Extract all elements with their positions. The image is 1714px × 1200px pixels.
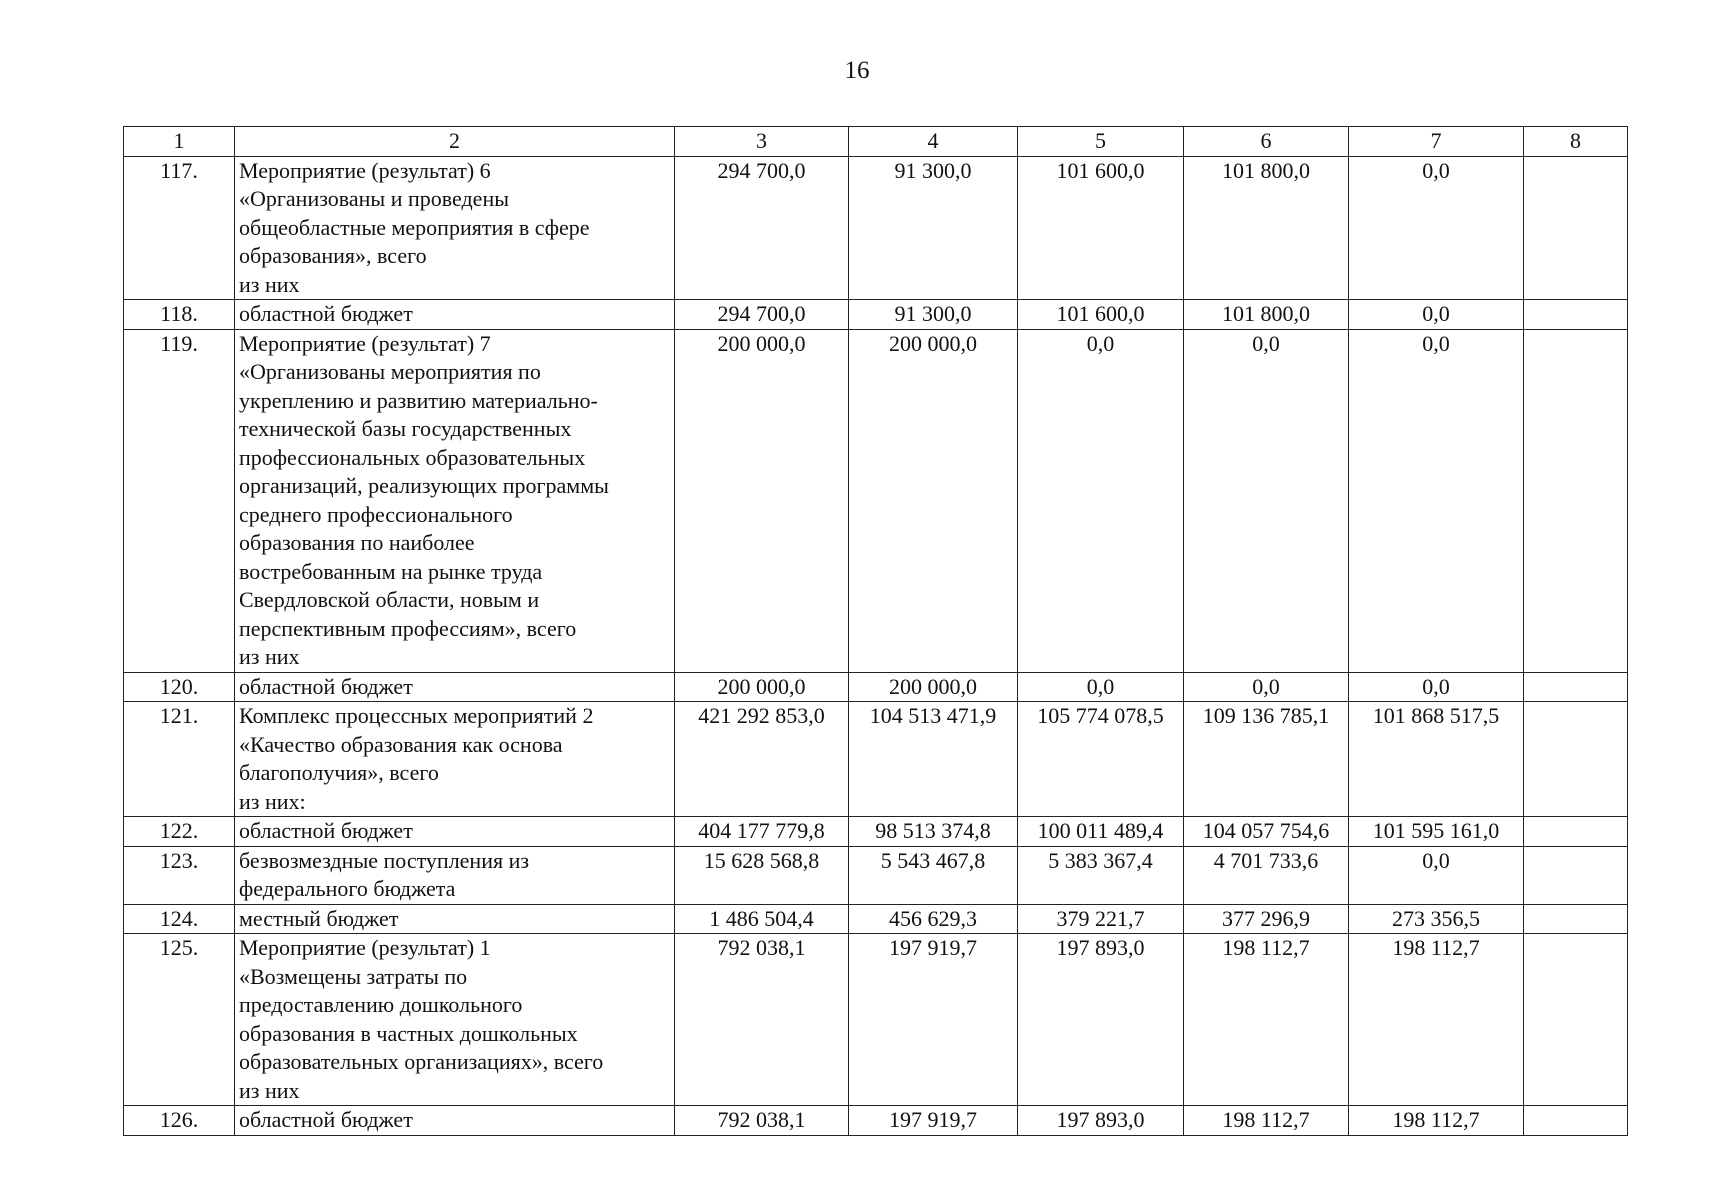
row-description bbox=[235, 934, 675, 1106]
description-line: Мероприятие (результат) 1 bbox=[239, 935, 491, 960]
value-col-5: 379 221,7 bbox=[1018, 904, 1184, 934]
description-line: предоставлению дошкольного bbox=[239, 992, 523, 1017]
row-number: 119. bbox=[124, 329, 235, 672]
row-description bbox=[235, 156, 675, 300]
value-col-6: 198 112,7 bbox=[1184, 1106, 1349, 1136]
value-col-8 bbox=[1524, 300, 1628, 330]
value-col-3: 294 700,0 bbox=[675, 156, 849, 300]
value-col-5: 197 893,0 bbox=[1018, 934, 1184, 1106]
value-col-4: 91 300,0 bbox=[849, 156, 1018, 300]
value-col-3: 792 038,1 bbox=[675, 1106, 849, 1136]
row-description bbox=[235, 1106, 675, 1136]
value-col-4: 104 513 471,9 bbox=[849, 702, 1018, 817]
table-row bbox=[124, 329, 1628, 672]
description-line: «Возмещены затраты по bbox=[239, 963, 468, 989]
description-line: из них bbox=[239, 271, 300, 297]
value-col-6: 0,0 bbox=[1184, 672, 1349, 702]
description-line: благополучия», всего bbox=[239, 760, 439, 785]
value-col-6: 109 136 785,1 bbox=[1184, 702, 1349, 817]
value-col-8 bbox=[1524, 904, 1628, 934]
description-line: перспективным профессиям», всего bbox=[239, 615, 577, 641]
column-header: 4 bbox=[849, 127, 1018, 157]
row-description bbox=[235, 846, 675, 904]
value-col-3: 1 486 504,4 bbox=[675, 904, 849, 934]
description-line: востребованным на рынке труда bbox=[239, 558, 543, 584]
description-line: среднего профессионального bbox=[239, 501, 513, 527]
value-col-8 bbox=[1524, 672, 1628, 702]
value-col-7: 0,0 bbox=[1349, 156, 1524, 300]
column-header: 7 bbox=[1349, 127, 1524, 157]
description-line: образовательных организациях», всего bbox=[239, 1049, 604, 1074]
value-col-6: 101 800,0 bbox=[1184, 156, 1349, 300]
value-col-4: 98 513 374,8 bbox=[849, 817, 1018, 847]
description-line: из них bbox=[239, 644, 300, 669]
row-number: 126. bbox=[124, 1106, 235, 1136]
description-line: Мероприятие (результат) 7 bbox=[239, 330, 491, 356]
value-col-6: 104 057 754,6 bbox=[1184, 817, 1349, 847]
row-number: 122. bbox=[124, 817, 235, 847]
row-number: 125. bbox=[124, 934, 235, 1106]
description-line: федерального бюджета bbox=[239, 876, 456, 901]
value-col-3: 15 628 568,8 bbox=[675, 846, 849, 904]
value-col-3: 200 000,0 bbox=[675, 329, 849, 672]
value-col-7: 0,0 bbox=[1349, 300, 1524, 330]
row-description bbox=[235, 329, 675, 672]
value-col-8 bbox=[1524, 934, 1628, 1106]
row-number: 118. bbox=[124, 300, 235, 330]
value-col-7: 198 112,7 bbox=[1349, 1106, 1524, 1136]
value-col-7: 101 868 517,5 bbox=[1349, 702, 1524, 817]
description-line: профессиональных образовательных bbox=[239, 444, 586, 470]
row-description bbox=[235, 817, 675, 847]
table-header-row bbox=[124, 127, 1628, 157]
value-col-6: 377 296,9 bbox=[1184, 904, 1349, 934]
row-description bbox=[235, 672, 675, 702]
value-col-3: 792 038,1 bbox=[675, 934, 849, 1106]
value-col-5: 105 774 078,5 bbox=[1018, 702, 1184, 817]
column-header: 8 bbox=[1524, 127, 1628, 157]
table-row bbox=[124, 1106, 1628, 1136]
table-row bbox=[124, 702, 1628, 817]
value-col-4: 5 543 467,8 bbox=[849, 846, 1018, 904]
value-col-7: 198 112,7 bbox=[1349, 934, 1524, 1106]
row-number: 124. bbox=[124, 904, 235, 934]
value-col-3: 421 292 853,0 bbox=[675, 702, 849, 817]
description-line: Мероприятие (результат) 6 bbox=[239, 157, 491, 183]
value-col-4: 200 000,0 bbox=[849, 329, 1018, 672]
table-row bbox=[124, 846, 1628, 904]
value-col-6: 0,0 bbox=[1184, 329, 1349, 672]
row-description bbox=[235, 904, 675, 934]
table-row bbox=[124, 934, 1628, 1106]
value-col-5: 197 893,0 bbox=[1018, 1106, 1184, 1136]
value-col-7: 0,0 bbox=[1349, 846, 1524, 904]
row-number: 117. bbox=[124, 156, 235, 300]
value-col-7: 273 356,5 bbox=[1349, 904, 1524, 934]
description-line: безвозмездные поступления из bbox=[239, 847, 530, 873]
description-line: укреплению и развитию материально- bbox=[239, 387, 598, 413]
value-col-6: 101 800,0 bbox=[1184, 300, 1349, 330]
description-line: из них bbox=[239, 1077, 300, 1103]
row-description bbox=[235, 702, 675, 817]
value-col-3: 200 000,0 bbox=[675, 672, 849, 702]
value-col-8 bbox=[1524, 156, 1628, 300]
description-line: образования», всего bbox=[239, 243, 427, 268]
value-col-4: 200 000,0 bbox=[849, 672, 1018, 702]
table-row bbox=[124, 156, 1628, 300]
description-line: Комплекс процессных мероприятий 2 bbox=[239, 703, 594, 728]
row-number: 123. bbox=[124, 846, 235, 904]
value-col-7: 0,0 bbox=[1349, 329, 1524, 672]
value-col-3: 294 700,0 bbox=[675, 300, 849, 330]
description-line: технической базы государственных bbox=[239, 416, 572, 441]
column-header: 5 bbox=[1018, 127, 1184, 157]
budget-table bbox=[123, 126, 1628, 1136]
value-col-8 bbox=[1524, 702, 1628, 817]
description-line: «Организованы мероприятия по bbox=[239, 359, 541, 384]
description-line: общеобластные мероприятия в сфере bbox=[239, 214, 590, 240]
value-col-4: 197 919,7 bbox=[849, 934, 1018, 1106]
description-line: образования в частных дошкольных bbox=[239, 1020, 578, 1046]
value-col-6: 4 701 733,6 bbox=[1184, 846, 1349, 904]
column-header: 3 bbox=[675, 127, 849, 157]
value-col-3: 404 177 779,8 bbox=[675, 817, 849, 847]
column-header: 1 bbox=[124, 127, 235, 157]
description-line: из них: bbox=[239, 788, 306, 814]
row-number: 121. bbox=[124, 702, 235, 817]
description-line: местный бюджет bbox=[239, 905, 399, 931]
table-row bbox=[124, 672, 1628, 702]
description-line: областной бюджет bbox=[239, 1107, 413, 1132]
value-col-5: 5 383 367,4 bbox=[1018, 846, 1184, 904]
value-col-7: 101 595 161,0 bbox=[1349, 817, 1524, 847]
description-line: областной бюджет bbox=[239, 818, 413, 843]
value-col-5: 100 011 489,4 bbox=[1018, 817, 1184, 847]
description-line: организаций, реализующих программы bbox=[239, 473, 609, 498]
value-col-5: 0,0 bbox=[1018, 329, 1184, 672]
page-number: 16 bbox=[844, 57, 870, 84]
description-line: областной бюджет bbox=[239, 301, 413, 326]
description-line: образования по наиболее bbox=[239, 530, 475, 555]
description-line: областной бюджет bbox=[239, 673, 413, 699]
value-col-8 bbox=[1524, 1106, 1628, 1136]
table-row bbox=[124, 904, 1628, 934]
value-col-5: 101 600,0 bbox=[1018, 156, 1184, 300]
table-row bbox=[124, 300, 1628, 330]
description-line: Свердловской области, новым и bbox=[239, 587, 540, 612]
value-col-5: 0,0 bbox=[1018, 672, 1184, 702]
value-col-4: 91 300,0 bbox=[849, 300, 1018, 330]
row-description bbox=[235, 300, 675, 330]
value-col-8 bbox=[1524, 817, 1628, 847]
value-col-4: 456 629,3 bbox=[849, 904, 1018, 934]
row-number: 120. bbox=[124, 672, 235, 702]
value-col-6: 198 112,7 bbox=[1184, 934, 1349, 1106]
description-line: «Организованы и проведены bbox=[239, 186, 509, 211]
value-col-5: 101 600,0 bbox=[1018, 300, 1184, 330]
value-col-8 bbox=[1524, 846, 1628, 904]
value-col-8 bbox=[1524, 329, 1628, 672]
column-header: 2 bbox=[235, 127, 675, 157]
description-line: «Качество образования как основа bbox=[239, 731, 563, 757]
value-col-4: 197 919,7 bbox=[849, 1106, 1018, 1136]
column-header: 6 bbox=[1184, 127, 1349, 157]
table-row bbox=[124, 817, 1628, 847]
value-col-7: 0,0 bbox=[1349, 672, 1524, 702]
